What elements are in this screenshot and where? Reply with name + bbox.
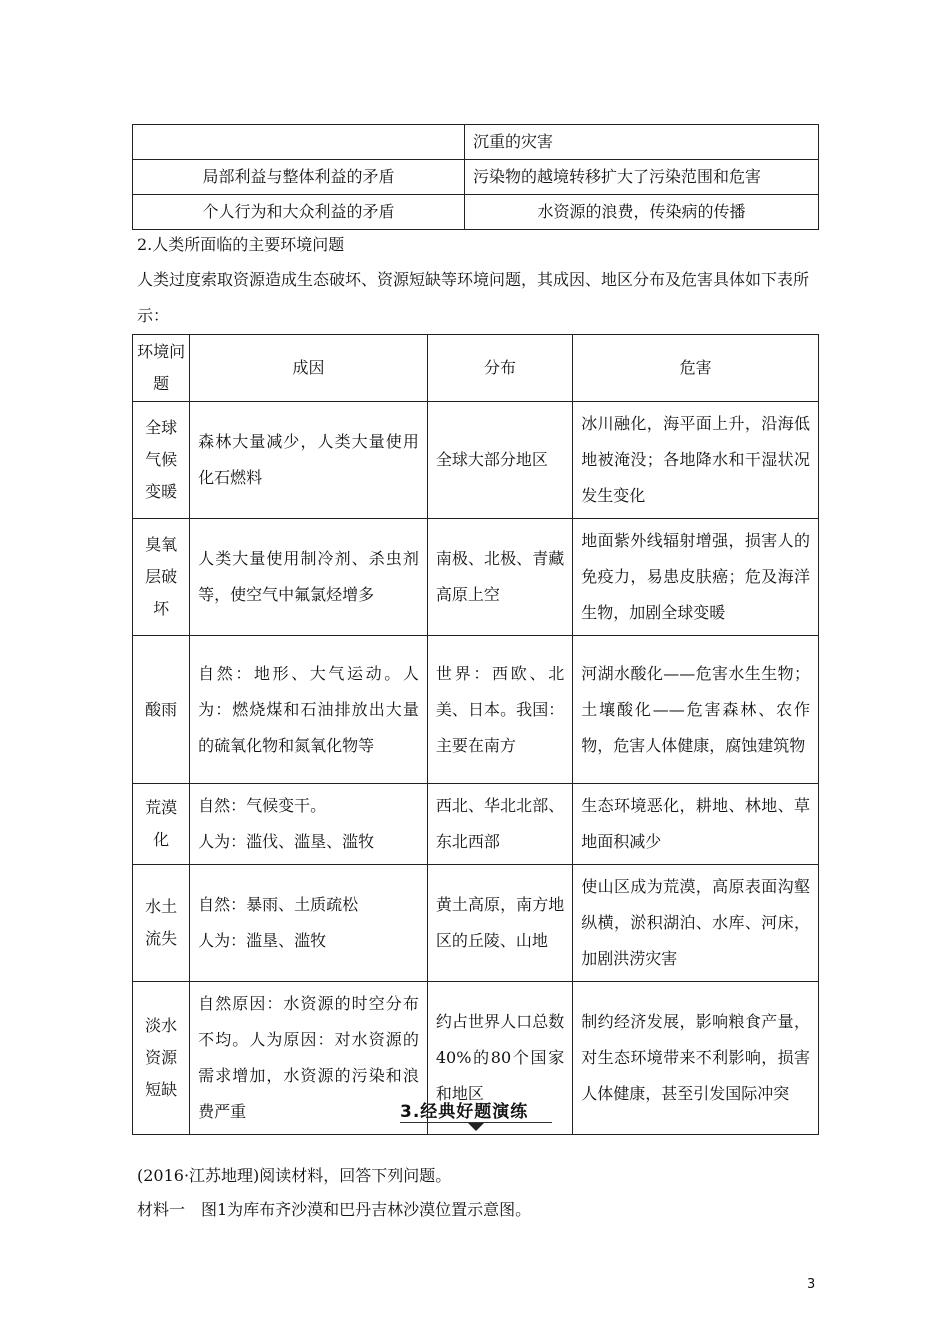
triangle-down-icon [468,1123,484,1131]
environment-issues-table [132,334,819,1135]
issue-cell: 淡水资源短缺 [133,982,190,1135]
table-row [133,402,819,519]
cause-cell [190,865,428,982]
table-cell: 沉重的灾害 [465,125,819,160]
page-number: 3 [807,1277,816,1292]
table-cell: 污染物的越境转移扩大了污染范围和危害 [465,160,819,195]
cause-cell: 自然：地形、大气运动。人为：燃烧煤和石油排放出大量的硫氧化物和氮氧化物等 [190,636,428,784]
table-cell: 局部利益与整体利益的矛盾 [133,160,465,195]
table-row [133,865,819,982]
cause-cell: 人类大量使用制冷剂、杀虫剂等，使空气中氟氯烃增多 [190,519,428,636]
cause-line: 自然：气候变干。 [198,796,327,815]
cause-cell [190,784,428,865]
cause-cell: 自然原因：水资源的时空分布不均。人为原因：对水资源的需求增加，水资源的污染和浪费严重 [190,982,428,1135]
distribution-cell: 南极、北极、青藏高原上空 [427,519,572,636]
cause-line: 人为：滥垦、滥牧 [198,931,327,950]
harm-cell: 使山区成为荒漠，高原表面沟壑纵横，淤积湖泊、水库、河床，加剧洪涝灾害 [573,865,819,982]
table-row [133,195,819,230]
issue-cell: 酸雨 [133,636,190,784]
header-distribution: 分布 [427,335,572,402]
harm-cell: 生态环境恶化，耕地、林地、草地面积减少 [573,784,819,865]
harm-cell: 地面紫外线辐射增强，损害人的免疫力，易患皮肤癌；危及海洋生物，加剧全球变暖 [573,519,819,636]
question-material: 材料一 图1为库布齐沙漠和巴丹吉林沙漠位置示意图。 [137,1200,532,1219]
issue-cell: 臭氧层破坏 [133,519,190,636]
issue-cell: 水土流失 [133,865,190,982]
issue-cell: 荒漠化 [133,784,190,865]
cause-cell: 森林大量减少，人类大量使用化石燃料 [190,402,428,519]
table-row [133,784,819,865]
table-header-row [133,335,819,402]
section-banner [400,1097,552,1133]
table-row [133,636,819,784]
distribution-cell: 全球大部分地区 [427,402,572,519]
section-title: 3.经典好题演练 [400,1102,529,1122]
distribution-cell: 世界：西欧、北美、日本。我国：主要在南方 [427,636,572,784]
distribution-cell: 黄土高原，南方地区的丘陵、山地 [427,865,572,982]
question-source: (2016·江苏地理)阅读材料，回答下列问题。 [137,1166,452,1185]
harm-cell: 制约经济发展，影响粮食产量，对生态环境带来不利影响，损害人体健康，甚至引发国际冲突 [573,982,819,1135]
table-cell: 水资源的浪费，传染病的传播 [465,195,819,230]
table-cell: 个人行为和大众利益的矛盾 [133,195,465,230]
cause-line: 自然：暴雨、土质疏松 [198,895,359,914]
distribution-cell: 约占世界人口总数40%的80个国家和地区 [427,982,572,1135]
distribution-cell: 西北、华北北部、东北西部 [427,784,572,865]
table-row [133,519,819,636]
harm-cell: 冰川融化，海平面上升，沿海低地被淹没；各地降水和干湿状况发生变化 [573,402,819,519]
header-cause: 成因 [190,335,428,402]
section-heading: 2.人类所面临的主要环境问题 [137,235,345,254]
table-row [133,160,819,195]
table-row [133,125,819,160]
contradiction-table [132,124,819,230]
table-cell [133,125,465,160]
header-harm: 危害 [573,335,819,402]
harm-cell: 河湖水酸化——危害水生生物；土壤酸化——危害森林、农作物，危害人体健康，腐蚀建筑物 [573,636,819,784]
header-issue: 环境问题 [133,335,190,402]
issue-cell: 全球气候变暖 [133,402,190,519]
section-paragraph: 人类过度索取资源造成生态破坏、资源短缺等环境问题，其成因、地区分布及危害具体如下表所示： [137,270,810,325]
cause-line: 人为：滥伐、滥垦、滥牧 [198,832,375,851]
